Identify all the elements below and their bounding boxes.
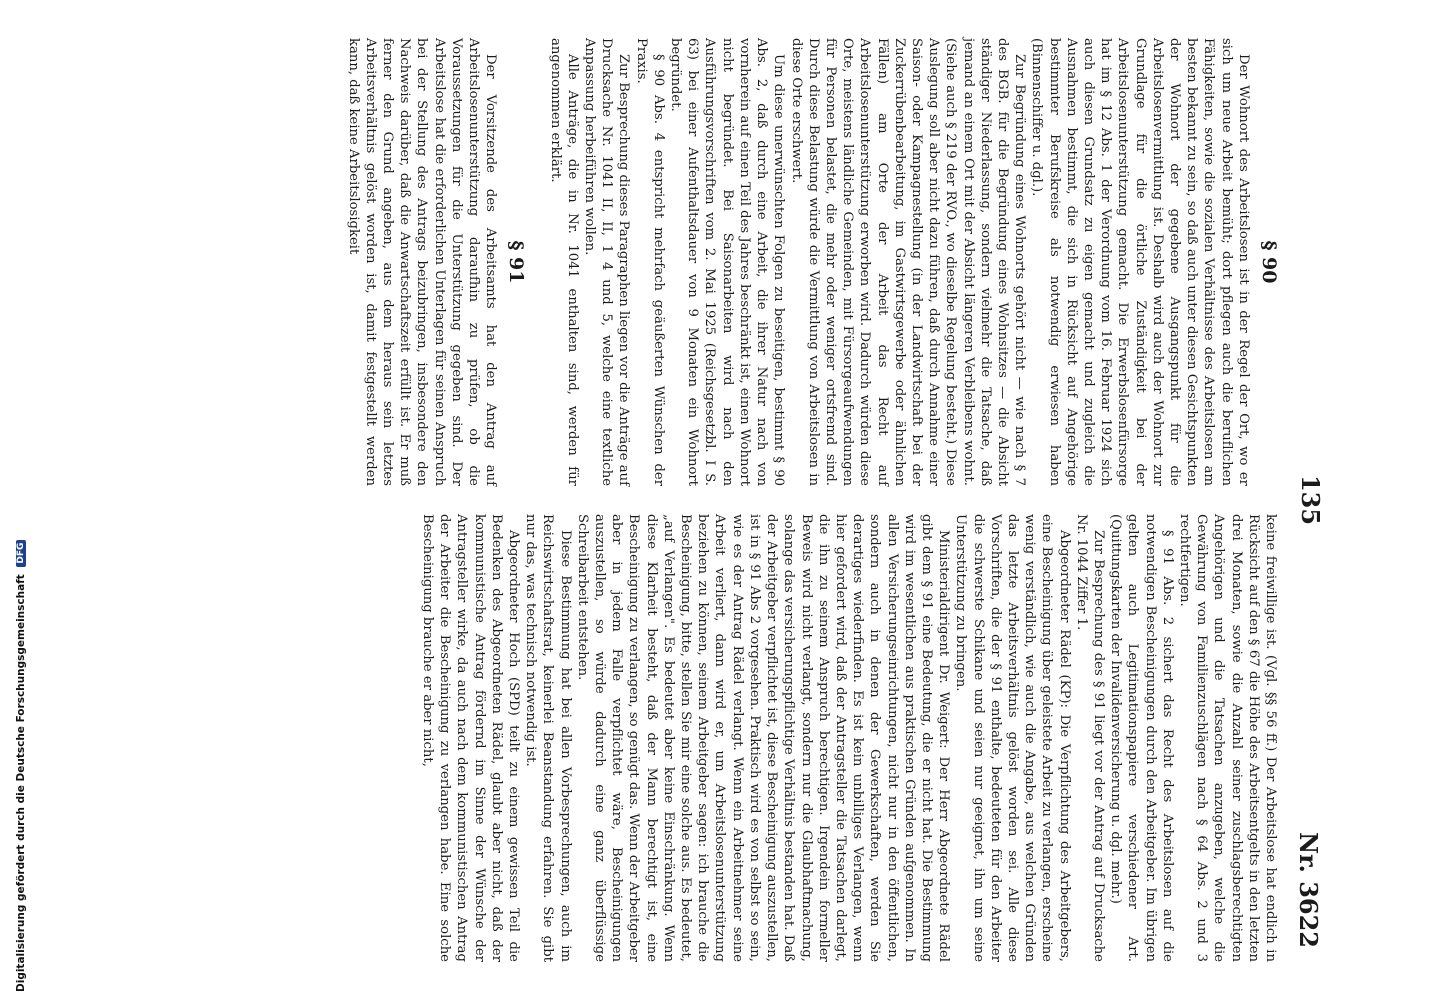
paragraph: § 90 Abs. 4 entspricht mehrfach geäußerten Wünschen der Praxis.	[633, 38, 666, 486]
paragraph: Ministerialdirigent Dr. Weigert: Der Herr Abgeordnete Rädel gibt dem § 91 eine Bedeutung, die er nicht hat. Die Bestimmung wird im wesentlichen aus praktischen Gründen aufgenommen. In allen Versicherungseinrichtungen, nicht nur in den öffentlichen, sondern auch in denen der Gewerkschaften, werden Sie derartiges wiederfinden. Es ist kein unbilliges Verlangen, wenn hier gefordert wird, daß der Antragsteller die Tatsachen darlegt, die ihn zu seinem Anspruch berechtigen. Irgendein formeller Beweis wird nicht verlangt, sondern nur die Glaubhaftmachung, solange das versicherungspflichtige Verhältnis bestanden hat. Daß der Arbeitgeber verpflichtet ist, diese Bescheinigung auszustellen, ist in § 91 Abs 2 vorgesehen. Praktisch wird es von selbst so sein, wie es der Antrag Rädel verlangt. Wenn ein Arbeitnehmer seine Arbeit verliert, dann wird er, um Arbeitslosenunterstützung beziehen zu können, seinem Arbeitgeber sagen: ich brauche die Bescheinigung, bitte, stellen Sie mir eine solche aus. Es bedeutet, „auf Verlangen". Es bedeutet aber keine Einschränkung. Wenn diese Klarheit besteht, daß der Mann berechtigt ist, eine Bescheinigung zu verlangen, so genügt das. Wenn der Arbeitgeber aber in jedem Falle verpflichtet wäre, Bescheinigungen auszustellen, so würde dadurch eine ganz überflüssige Schreibarbeit entstehen.	[574, 514, 952, 962]
paragraph: Abgeordneter Hoch (SPD) teilt zu einem gewissen Teil die Bedenken des Abgeordneten Rädel, glaubt aber nicht, daß der kommunistische Antrag fördernd im Sinne der Wünsche der Antragsteller wirke, da auch nach dem kommunistischen Antrag der Arbeiter die Bescheinigung zu verlangen habe. Eine solche Bescheinigung brauche er aber nicht,	[420, 514, 522, 962]
dfg-logo: DFG	[16, 540, 26, 567]
right-column	[344, 514, 1279, 962]
text-columns	[344, 38, 1279, 962]
issue-number: Nr. 3622	[1294, 832, 1323, 948]
paragraph: § 91 Abs. 2 sichert das Recht des Arbeitslosen auf die notwendigen Bescheinigungen durch den Arbeitgeber. Im übrigen gelten auch Legitimationspapiere verschiedener Art. (Quittungskarten der Invalidenversicherung u. dgl. mehr.)	[1108, 514, 1175, 962]
footer-strip	[0, 0, 27, 1000]
paragraph: Diese Bestimmung hat bei allen Vorbesprechungen, auch im Reichswirtschaftsrat, keinerlei Beanstandung erfahren. Sie gibt nur das, was technisch notwendig ist.	[523, 514, 573, 962]
paragraph: Der Wohnort des Arbeitslosen ist in der Regel der Ort, wo er sich um neue Arbeit bemüht; dort pflegen auch die beruflichen Fähigkeiten, sowie die sozialen Verhältnisse des Arbeitslosen am besten bekannt zu sein, so daß auch unter diesen Gesichtspunkten der Wohnort der gegebene Ausgangspunkt für die Arbeitslosenvermittlung ist. Deshalb wird auch der Wohnort zur Grundlage für die örtliche Zuständigkeit bei der Arbeitslosenunterstützung gemacht. Die Erwerbslosenfürsorge hat im § 12 Abs. 1 der Verordnung vom 16. Februar 1924 sich auch diesen Grundsatz zu eigen gemacht und zugleich die Ausnahmen bestimmt, die sich in Rücksicht auf Angehörige bestimmter Berufskreise als notwendig erwiesen haben (Binnenschiffer u. dgl.).	[1029, 38, 1251, 486]
paragraph: Alle Anträge, die in Nr. 1041 enthalten sind, werden für angenommen erklärt.	[547, 38, 580, 486]
section-heading-91: § 91	[505, 240, 528, 284]
document-page	[140, 0, 1345, 1000]
paragraph: Zur Begründung eines Wohnorts gehört nicht — wie nach § 7 des BGB. für die Begründung eines Wohnsitzes — die Absicht ständiger Niederlassung, sondern vielmehr die Tatsache, daß jemand an einem Ort mit der Absicht längeren Verbleibens wohnt. (Siehe auch § 219 der RVO., wo dieselbe Regelung besteht.) Diese Auslegung soll aber nicht dazu führen, daß durch Annahme einer Saison- oder Kampagnestellung (in der Landwirtschaft bei der Zuckerrübenbearbeitung, im Gastwirtsgewerbe oder ähnlichen Fällen) am Orte der Arbeit das Recht auf Arbeitslosenunterstützung erworben wird. Dadurch würden diese Orte, meistens ländliche Gemeinden, mit Fürsorgeaufwendungen für Personen belastet, die mehr oder weniger ortsfremd sind. Durch diese Belastung würde die Vermittlung von Arbeitslosen in diese Orte erschwert.	[788, 38, 1028, 486]
page-number: 135	[1296, 474, 1325, 526]
paragraph: Zur Besprechung dieses Paragraphen liegen vor die Anträge auf Drucksache Nr. 1041 II, II, 1 4 und 5, welche eine textliche Anpassung herbeiführen wollen.	[582, 38, 632, 486]
section-heading-90: § 90	[1258, 240, 1280, 284]
page-header	[1279, 38, 1325, 962]
paragraph: keine freiwillige ist. (Vgl. §§ 56 ff.) Der Arbeitslose hat endlich in Rücksicht auf den § 67 die Höhe des Arbeitsentgelts in den letzten drei Monaten, sowie die Anzahl seiner zuschlagsberechtigten Angehörigen und die Tatsachen anzugeben, welche die Gewährung von Familienzuschlägen nach § 64 Abs. 2 und 3 rechtfertigen.	[1176, 514, 1278, 962]
funding-credit-text: Digitalisierung gefördert durch die Deutsche Forschungsgemeinschaft	[15, 574, 27, 992]
paragraph: Der Vorsitzende des Arbeitsamts hat den Antrag auf Arbeitslosenunterstützung daraufhin zu prüfen, ob die Voraussetzungen für die Unterstützung gegeben sind. Der Arbeitslose hat die erforderlichen Unterlagen für seinen Anspruch bei der Stellung des Antrags beizubringen, insbesondere den Nachweis darüber, daß die Anwartschaftszeit erfüllt ist. Er muß ferner den Grund angeben, aus dem heraus sein letztes Arbeitsverhältnis gelöst worden ist, damit festgestellt werden kann, daß keine Arbeitslosigkeit	[345, 38, 499, 486]
funding-credit	[15, 540, 27, 992]
left-column	[344, 38, 1279, 486]
paragraph: Zur Besprechung des § 91 liegt vor der Antrag auf Drucksache Nr. 1044 Ziffer 1.	[1073, 514, 1106, 962]
paragraph: Abgeordneter Rädel (KP): Die Verpflichtung des Arbeitgebers, eine Bescheinigung über geleistete Arbeit zu verlangen, erscheine wenig verständlich, wie auch die Angabe, aus welchen Gründen das letzte Arbeitsverhältnis gelöst worden sei. Alle diese Vorschriften, die der § 91 enthalte, bedeuteten für den Arbeiter die schwerste Schikane und seien nur geeignet, ihn um seine Unterstützung zu bringen.	[953, 514, 1072, 962]
paragraph: Um diese unerwünschten Folgen zu beseitigen, bestimmt § 90 Abs. 2, daß durch eine Arbeit, die ihrer Natur nach von vornherein auf einen Teil des Jahres beschränkt ist, einen Wohnort nicht begründet. Bei Saisonarbeiten wird nach den Ausführungsvorschriften vom 2. Mai 1925 (Reichsgesetzbl. I S. 63) bei einer Aufenthaltsdauer von 9 Monaten ein Wohnort begründet.	[668, 38, 787, 486]
